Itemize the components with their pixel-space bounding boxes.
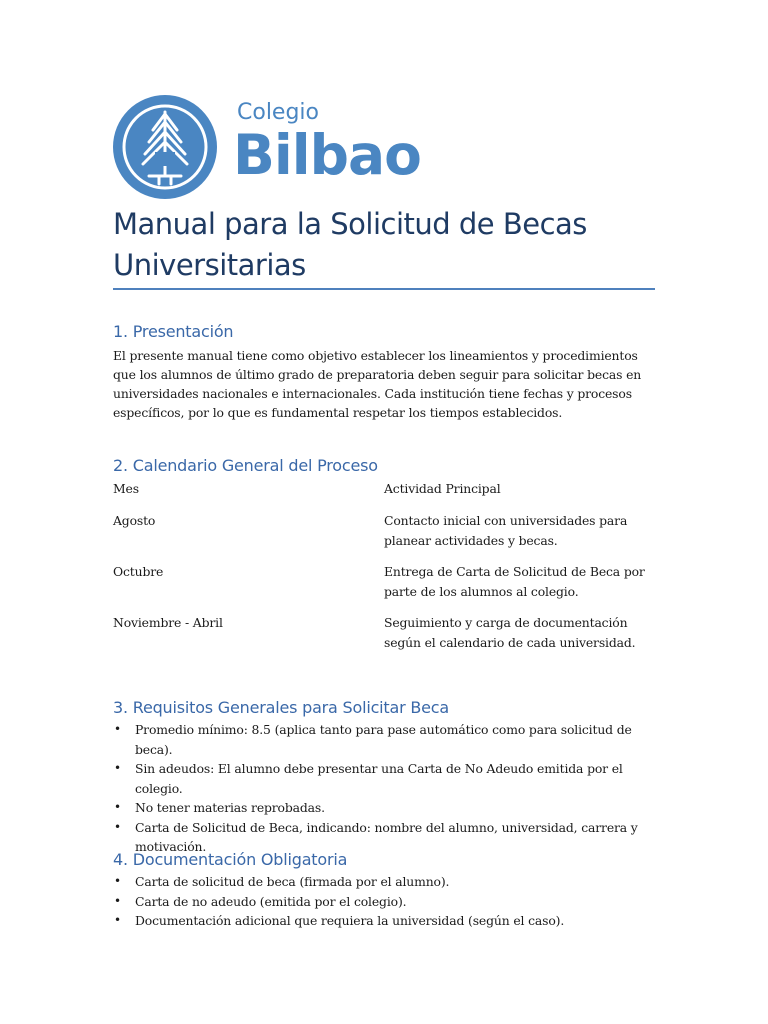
section-heading-documentacion: 4. Documentación Obligatoria — [113, 850, 348, 869]
list-item-text: Carta de solicitud de beca (firmada por el alumno). — [135, 874, 450, 889]
documentacion-list — [113, 872, 655, 931]
list-item — [113, 911, 655, 931]
bullet-icon: • — [114, 722, 121, 736]
calendar-month: Agosto — [113, 513, 156, 528]
section-heading-presentacion: 1. Presentación — [113, 322, 234, 341]
calendar-month: Octubre — [113, 564, 164, 579]
list-item — [113, 720, 655, 759]
title-divider — [113, 288, 655, 290]
list-item — [113, 759, 655, 798]
list-item-text: Sin adeudos: El alumno debe presentar una Carta de No Adeudo emitida por el colegio. — [135, 761, 623, 796]
bullet-icon: • — [114, 800, 121, 814]
document-title: Manual para la Solicitud de Becas Universitarias — [113, 207, 587, 282]
bullet-icon: • — [114, 893, 121, 908]
calendar-header-activity: Actividad Principal — [384, 481, 501, 496]
logo-text-big: Bilbao — [233, 123, 421, 187]
section-heading-calendario: 2. Calendario General del Proceso — [113, 456, 378, 475]
calendar-activity: Entrega de Carta de Solicitud de Beca por parte de los alumnos al colegio. — [384, 564, 645, 599]
calendar-header-month: Mes — [113, 481, 139, 496]
bullet-icon: • — [114, 761, 121, 775]
list-item — [113, 892, 655, 912]
bullet-icon: • — [114, 913, 121, 927]
list-item-text: Carta de Solicitud de Beca, indicando: nombre del alumno, universidad, carrera y motivación. — [135, 819, 638, 854]
calendar-activity: Contacto inicial con universidades para planear actividades y becas. — [384, 513, 628, 548]
calendar-activity: Seguimiento y carga de documentación según el calendario de cada universidad. — [384, 615, 636, 650]
list-item — [113, 872, 655, 892]
bullet-icon: • — [114, 819, 121, 834]
logo-text-small: Colegio — [237, 100, 320, 125]
bullet-icon: • — [114, 874, 121, 888]
requisitos-list — [113, 720, 655, 857]
list-item-text: Carta de no adeudo (emitida por el colegio). — [135, 893, 407, 909]
list-item-text: Documentación adicional que requiera la universidad (según el caso). — [135, 913, 565, 928]
calendar-month: Noviembre - Abril — [113, 615, 223, 630]
school-logo — [113, 92, 443, 204]
tree-emblem-icon — [113, 92, 219, 204]
presentacion-paragraph: El presente manual tiene como objetivo establecer los lineamientos y procedimientos que los alumnos de último grado de preparatoria deben seguir para solicitar becas en universidades nacionales e internacionales. Cada institución tiene fechas y procesos específicos, por lo que es fundamental respetar los tiempos establecidos. — [113, 348, 642, 420]
section-heading-requisitos: 3. Requisitos Generales para Solicitar Beca — [113, 698, 449, 717]
list-item-text: No tener materias reprobadas. — [135, 800, 325, 815]
list-item-text: Promedio mínimo: 8.5 (aplica tanto para pase automático como para solicitud de beca). — [135, 722, 632, 757]
list-item — [113, 798, 655, 818]
